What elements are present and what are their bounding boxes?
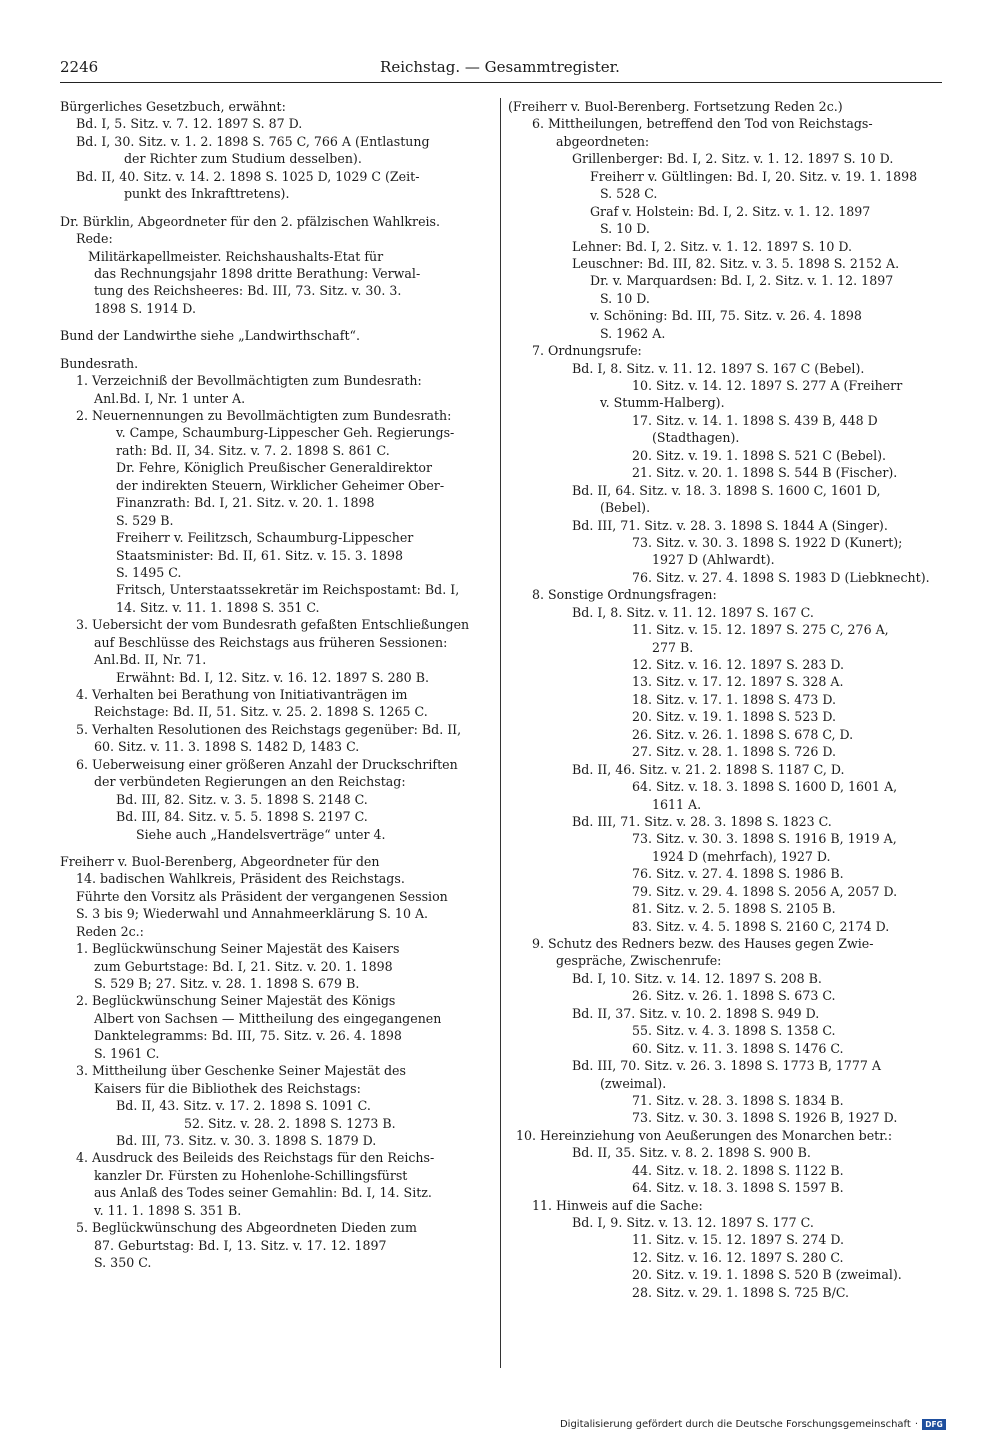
entry-line: 20. Sitz. v. 19. 1. 1898 S. 520 B (zweimal). (632, 1267, 902, 1283)
entry-line: tung des Reichsheeres: Bd. III, 73. Sitz. v. 30. 3. (94, 283, 402, 299)
entry-line: 73. Sitz. v. 30. 3. 1898 S. 1916 B, 1919 A, (632, 831, 897, 847)
entry-line: 76. Sitz. v. 27. 4. 1898 S. 1986 B. (632, 866, 844, 882)
entry-line: 2. Neuernennungen zu Bevollmächtigten zum Bundesrath: (76, 408, 452, 423)
entry-line: Bd. I, 30. Sitz. v. 1. 2. 1898 S. 765 C, 766 A (Entlastung (76, 133, 430, 149)
entry-line: 1898 S. 1914 D. (94, 300, 196, 316)
entry-line: 1927 D (Ahlwardt). (652, 552, 775, 568)
entry-line: Danktelegramms: Bd. III, 75. Sitz. v. 26. 4. 1898 (94, 1028, 402, 1044)
entry-gap (60, 843, 492, 853)
entry-line: Reden 2c.: (76, 923, 144, 939)
entry-line: auf Beschlüsse des Reichstags aus früheren Sessionen: (94, 634, 448, 650)
entry-line: 7. Ordnungsrufe: (532, 343, 642, 359)
entry-line: der Richter zum Studium desselben). (124, 151, 362, 167)
entry-line: Bd. II, 40. Sitz. v. 14. 2. 1898 S. 1025 D, 1029 C (Zeit- (76, 168, 420, 184)
entry-line: rath: Bd. II, 34. Sitz. v. 7. 2. 1898 S. 861 C. (116, 442, 390, 458)
entry-line: Freiherr v. Feilitzsch, Schaumburg-Lippescher (116, 530, 414, 546)
entry-line: Erwähnt: Bd. I, 12. Sitz. v. 16. 12. 1897 S. 280 B. (116, 669, 429, 685)
entry-line: S. 529 B. (116, 512, 174, 528)
entry-line: zum Geburtstage: Bd. I, 21. Sitz. v. 20. 1. 1898 (94, 958, 393, 974)
entry-gap (60, 345, 492, 355)
entry-line: Bd. II, 35. Sitz. v. 8. 2. 1898 S. 900 B. (572, 1145, 811, 1161)
entry-line: Bd. II, 37. Sitz. v. 10. 2. 1898 S. 949 D. (572, 1005, 820, 1021)
entry-line: 3. Mittheilung über Geschenke Seiner Majestät des (76, 1063, 406, 1079)
entry-line: Bd. II, 43. Sitz. v. 17. 2. 1898 S. 1091 C. (116, 1098, 371, 1114)
entry-line: 5. Beglückwünschung des Abgeordneten Dieden zum (76, 1220, 417, 1236)
entry-line: der verbündeten Regierungen an den Reichstag: (94, 774, 406, 790)
entry-line: v. 11. 1. 1898 S. 351 B. (94, 1202, 242, 1218)
entry-line: 277 B. (652, 639, 694, 655)
dfg-logo: DFG (922, 1419, 946, 1430)
entry-line: Freiherr v. Gültlingen: Bd. I, 20. Sitz. v. 19. 1. 1898 (590, 168, 918, 184)
entry-line: gespräche, Zwischenrufe: (556, 953, 722, 969)
entry-line: (Stadthagen). (652, 430, 740, 446)
header-rule (60, 82, 942, 83)
entry-line: Freiherr v. Buol-Berenberg, Abgeordneter für den (60, 853, 380, 869)
entry-line: S. 528 C. (600, 186, 658, 202)
entry-line: Fritsch, Unterstaatssekretär im Reichspostamt: Bd. I, (116, 582, 460, 598)
entry-line: Anl.Bd. II, Nr. 71. (94, 652, 207, 668)
entry-line: 1924 D (mehrfach), 1927 D. (652, 848, 831, 864)
entry-line: 3. Uebersicht der vom Bundesrath gefaßten Entschließungen (76, 617, 470, 633)
entry-line: 10. Hereinziehung von Aeußerungen des Monarchen betr.: (516, 1127, 893, 1143)
entry-line: 60. Sitz. v. 11. 3. 1898 S. 1482 D, 1483 C. (94, 739, 360, 755)
entry-line: 2. Beglückwünschung Seiner Majestät des Königs (76, 993, 396, 1009)
entry-line: 28. Sitz. v. 29. 1. 1898 S. 725 B/C. (632, 1284, 850, 1300)
entry-line: Dr. v. Marquardsen: Bd. I, 2. Sitz. v. 1. 12. 1897 (590, 273, 894, 289)
entry-line: 73. Sitz. v. 30. 3. 1898 S. 1922 D (Kunert); (632, 534, 903, 550)
entry-line: 6. Mittheilungen, betreffend den Tod von Reichstags- (532, 116, 873, 132)
entry-line: Leuschner: Bd. III, 82. Sitz. v. 3. 5. 1898 S. 2152 A. (572, 255, 900, 271)
entry-line: S. 1495 C. (116, 564, 182, 580)
entry-line: 60. Sitz. v. 11. 3. 1898 S. 1476 C. (632, 1040, 844, 1056)
entry-line: v. Campe, Schaumburg-Lippescher Geh. Regierungs- (116, 425, 455, 441)
entry-line: S. 350 C. (94, 1255, 152, 1270)
entry-line: 1. Beglückwünschung Seiner Majestät des Kaisers (76, 941, 400, 957)
entry-line: Bd. III, 82. Sitz. v. 3. 5. 1898 S. 2148 C. (116, 791, 368, 807)
entry-line: Graf v. Holstein: Bd. I, 2. Sitz. v. 1. 12. 1897 (590, 203, 871, 219)
footer-text: Digitalisierung gefördert durch die Deutsche Forschungsgemeinschaft (559, 1419, 911, 1430)
entry-line: Siehe auch „Handelsverträge“ unter 4. (136, 826, 386, 842)
entry-line: 9. Schutz des Redners bezw. des Hauses gegen Zwie- (532, 936, 874, 951)
entry-line: 8. Sonstige Ordnungsfragen: (532, 587, 717, 603)
entry-line: das Rechnungsjahr 1898 dritte Berathung: Verwal- (94, 265, 421, 281)
entry-line: Bürgerliches Gesetzbuch, erwähnt: (60, 99, 286, 114)
column-divider (500, 98, 501, 1368)
entry-line: 4. Ausdruck des Beileids des Reichstags für den Reichs- (76, 1150, 435, 1166)
entry-line: 14. badischen Wahlkreis, Präsident des Reichstags. (76, 871, 405, 887)
entry-line: 20. Sitz. v. 19. 1. 1898 S. 523 D. (632, 709, 836, 725)
entry-line: kanzler Dr. Fürsten zu Hohenlohe-Schillingsfürst (94, 1167, 408, 1183)
entry-line: S. 10 D. (600, 221, 650, 237)
entry-line: der indirekten Steuern, Wirklicher Geheimer Ober- (116, 477, 445, 493)
running-title: Reichstag. — Gesammtregister. (380, 58, 620, 76)
entry-line: 14. Sitz. v. 11. 1. 1898 S. 351 C. (116, 599, 320, 615)
entry-line: 12. Sitz. v. 16. 12. 1897 S. 280 C. (632, 1249, 844, 1265)
entry-line: 17. Sitz. v. 14. 1. 1898 S. 439 B, 448 D (632, 412, 878, 428)
right-column (508, 98, 948, 1301)
entry-line: S. 1962 A. (600, 325, 666, 341)
entry-gap (60, 203, 492, 213)
entry-line: Reichstage: Bd. II, 51. Sitz. v. 25. 2. 1898 S. 1265 C. (94, 704, 428, 720)
entry-line: v. Stumm-Halberg). (600, 395, 725, 411)
dfg-icon: · (914, 1419, 918, 1430)
entry-line: 21. Sitz. v. 20. 1. 1898 S. 544 B (Fischer). (632, 465, 898, 481)
entry-line: 12. Sitz. v. 16. 12. 1897 S. 283 D. (632, 657, 845, 672)
entry-line: (Freiherr v. Buol-Berenberg. Fortsetzung Reden 2c.) (508, 99, 843, 114)
entry-line: Dr. Bürklin, Abgeordneter für den 2. pfälzischen Wahlkreis. (60, 213, 441, 229)
entry-line: 87. Geburtstag: Bd. I, 13. Sitz. v. 17. 12. 1897 (94, 1237, 387, 1253)
entry-line: 5. Verhalten Resolutionen des Reichstags gegenüber: Bd. II, (76, 721, 462, 737)
entry-line: Kaisers für die Bibliothek des Reichstags: (94, 1080, 361, 1096)
entry-line: 4. Verhalten bei Berathung von Initiativanträgen im (76, 687, 408, 702)
entry-line: Albert von Sachsen — Mittheilung des eingegangenen (94, 1010, 442, 1026)
entry-line: 11. Sitz. v. 15. 12. 1897 S. 275 C, 276 A, (632, 622, 889, 638)
entry-line: Dr. Fehre, Königlich Preußischer Generaldirektor (116, 460, 432, 476)
entry-line: Bd. III, 70. Sitz. v. 26. 3. 1898 S. 1773 B, 1777 A (572, 1058, 882, 1074)
entry-line: Rede: (76, 231, 113, 247)
entry-line: 1. Verzeichniß der Bevollmächtigten zum Bundesrath: (76, 373, 422, 389)
entry-line: punkt des Inkrafttretens). (124, 186, 290, 202)
entry-line: Bd. I, 5. Sitz. v. 7. 12. 1897 S. 87 D. (76, 116, 303, 132)
entry-line: 11. Hinweis auf die Sache: (532, 1197, 703, 1213)
entry-line: 27. Sitz. v. 28. 1. 1898 S. 726 D. (632, 744, 836, 760)
entry-line: Bd. I, 8. Sitz. v. 11. 12. 1897 S. 167 C. (572, 604, 814, 620)
entry-line: 18. Sitz. v. 17. 1. 1898 S. 473 D. (632, 691, 836, 707)
entry-line: Grillenberger: Bd. I, 2. Sitz. v. 1. 12. 1897 S. 10 D. (572, 151, 894, 167)
entry-line: S. 10 D. (600, 290, 650, 306)
entry-line: S. 529 B; 27. Sitz. v. 28. 1. 1898 S. 679 B. (94, 976, 360, 991)
entry-line: (Bebel). (600, 500, 651, 516)
page-number: 2246 (60, 58, 99, 76)
entry-line: Finanzrath: Bd. I, 21. Sitz. v. 20. 1. 1898 (116, 495, 375, 511)
entry-line: Bd. III, 71. Sitz. v. 28. 3. 1898 S. 1844 A (Singer). (572, 517, 888, 533)
entry-line: Bd. III, 84. Sitz. v. 5. 5. 1898 S. 2197 C. (116, 809, 368, 825)
entry-line: 79. Sitz. v. 29. 4. 1898 S. 2056 A, 2057 D. (632, 883, 898, 899)
entry-line: 81. Sitz. v. 2. 5. 1898 S. 2105 B. (632, 901, 836, 917)
entry-line: Bund der Landwirthe siehe „Landwirthschaft“. (60, 328, 360, 344)
entry-line: 83. Sitz. v. 4. 5. 1898 S. 2160 C, 2174 D. (632, 918, 890, 934)
entry-line: v. Schöning: Bd. III, 75. Sitz. v. 26. 4. 1898 (590, 308, 862, 324)
entry-line: Führte den Vorsitz als Präsident der vergangenen Session (76, 888, 448, 904)
entry-line: Bundesrath. (60, 355, 139, 371)
entry-line: 55. Sitz. v. 4. 3. 1898 S. 1358 C. (632, 1023, 836, 1039)
entry-line: 44. Sitz. v. 18. 2. 1898 S. 1122 B. (632, 1162, 844, 1178)
entry-line: 6. Ueberweisung einer größeren Anzahl der Druckschriften (76, 756, 458, 772)
entry-gap (60, 317, 492, 327)
entry-line: aus Anlaß des Todes seiner Gemahlin: Bd. I, 14. Sitz. (94, 1185, 432, 1201)
entry-line: (zweimal). (600, 1075, 667, 1091)
entry-line: 1611 A. (652, 796, 702, 812)
entry-line: 64. Sitz. v. 18. 3. 1898 S. 1600 D, 1601 A, (632, 779, 898, 795)
entry-line: S. 1961 C. (94, 1045, 160, 1061)
entry-line: 26. Sitz. v. 26. 1. 1898 S. 673 C. (632, 988, 836, 1004)
left-column (60, 98, 492, 1271)
entry-line: Bd. I, 10. Sitz. v. 14. 12. 1897 S. 208 B. (572, 970, 822, 986)
entry-line: Staatsminister: Bd. II, 61. Sitz. v. 15. 3. 1898 (116, 547, 403, 563)
entry-line: Bd. I, 8. Sitz. v. 11. 12. 1897 S. 167 C (Bebel). (572, 360, 865, 376)
entry-line: Lehner: Bd. I, 2. Sitz. v. 1. 12. 1897 S. 10 D. (572, 238, 853, 254)
page-header (60, 58, 940, 82)
entry-line: 13. Sitz. v. 17. 12. 1897 S. 328 A. (632, 674, 844, 690)
entry-line: Anl.Bd. I, Nr. 1 unter A. (94, 390, 246, 406)
entry-line: Bd. III, 73. Sitz. v. 30. 3. 1898 S. 1879 D. (116, 1132, 377, 1148)
entry-line: 73. Sitz. v. 30. 3. 1898 S. 1926 B, 1927 D. (632, 1110, 898, 1126)
entry-line: 10. Sitz. v. 14. 12. 1897 S. 277 A (Freiherr (632, 378, 903, 393)
entry-line: 64. Sitz. v. 18. 3. 1898 S. 1597 B. (632, 1180, 844, 1196)
entry-line: abgeordneten: (556, 133, 650, 149)
entry-line: Militärkapellmeister. Reichshaushalts-Etat für (88, 248, 384, 264)
entry-line: Bd. I, 9. Sitz. v. 13. 12. 1897 S. 177 C. (572, 1215, 814, 1230)
entry-line: 20. Sitz. v. 19. 1. 1898 S. 521 C (Bebel). (632, 447, 887, 463)
entry-line: Bd. III, 71. Sitz. v. 28. 3. 1898 S. 1823 C. (572, 813, 832, 829)
entry-line: 52. Sitz. v. 28. 2. 1898 S. 1273 B. (184, 1115, 396, 1131)
entry-line: Bd. II, 46. Sitz. v. 21. 2. 1898 S. 1187 C, D. (572, 761, 845, 777)
entry-line: 26. Sitz. v. 26. 1. 1898 S. 678 C, D. (632, 726, 854, 742)
entry-line: Bd. II, 64. Sitz. v. 18. 3. 1898 S. 1600 C, 1601 D, (572, 482, 881, 498)
footer (560, 1419, 946, 1430)
entry-line: 76. Sitz. v. 27. 4. 1898 S. 1983 D (Liebknecht). (632, 569, 930, 585)
entry-line: 11. Sitz. v. 15. 12. 1897 S. 274 D. (632, 1232, 845, 1248)
entry-line: S. 3 bis 9; Wiederwahl und Annahmeerklärung S. 10 A. (76, 906, 429, 922)
entry-line: 71. Sitz. v. 28. 3. 1898 S. 1834 B. (632, 1092, 844, 1108)
